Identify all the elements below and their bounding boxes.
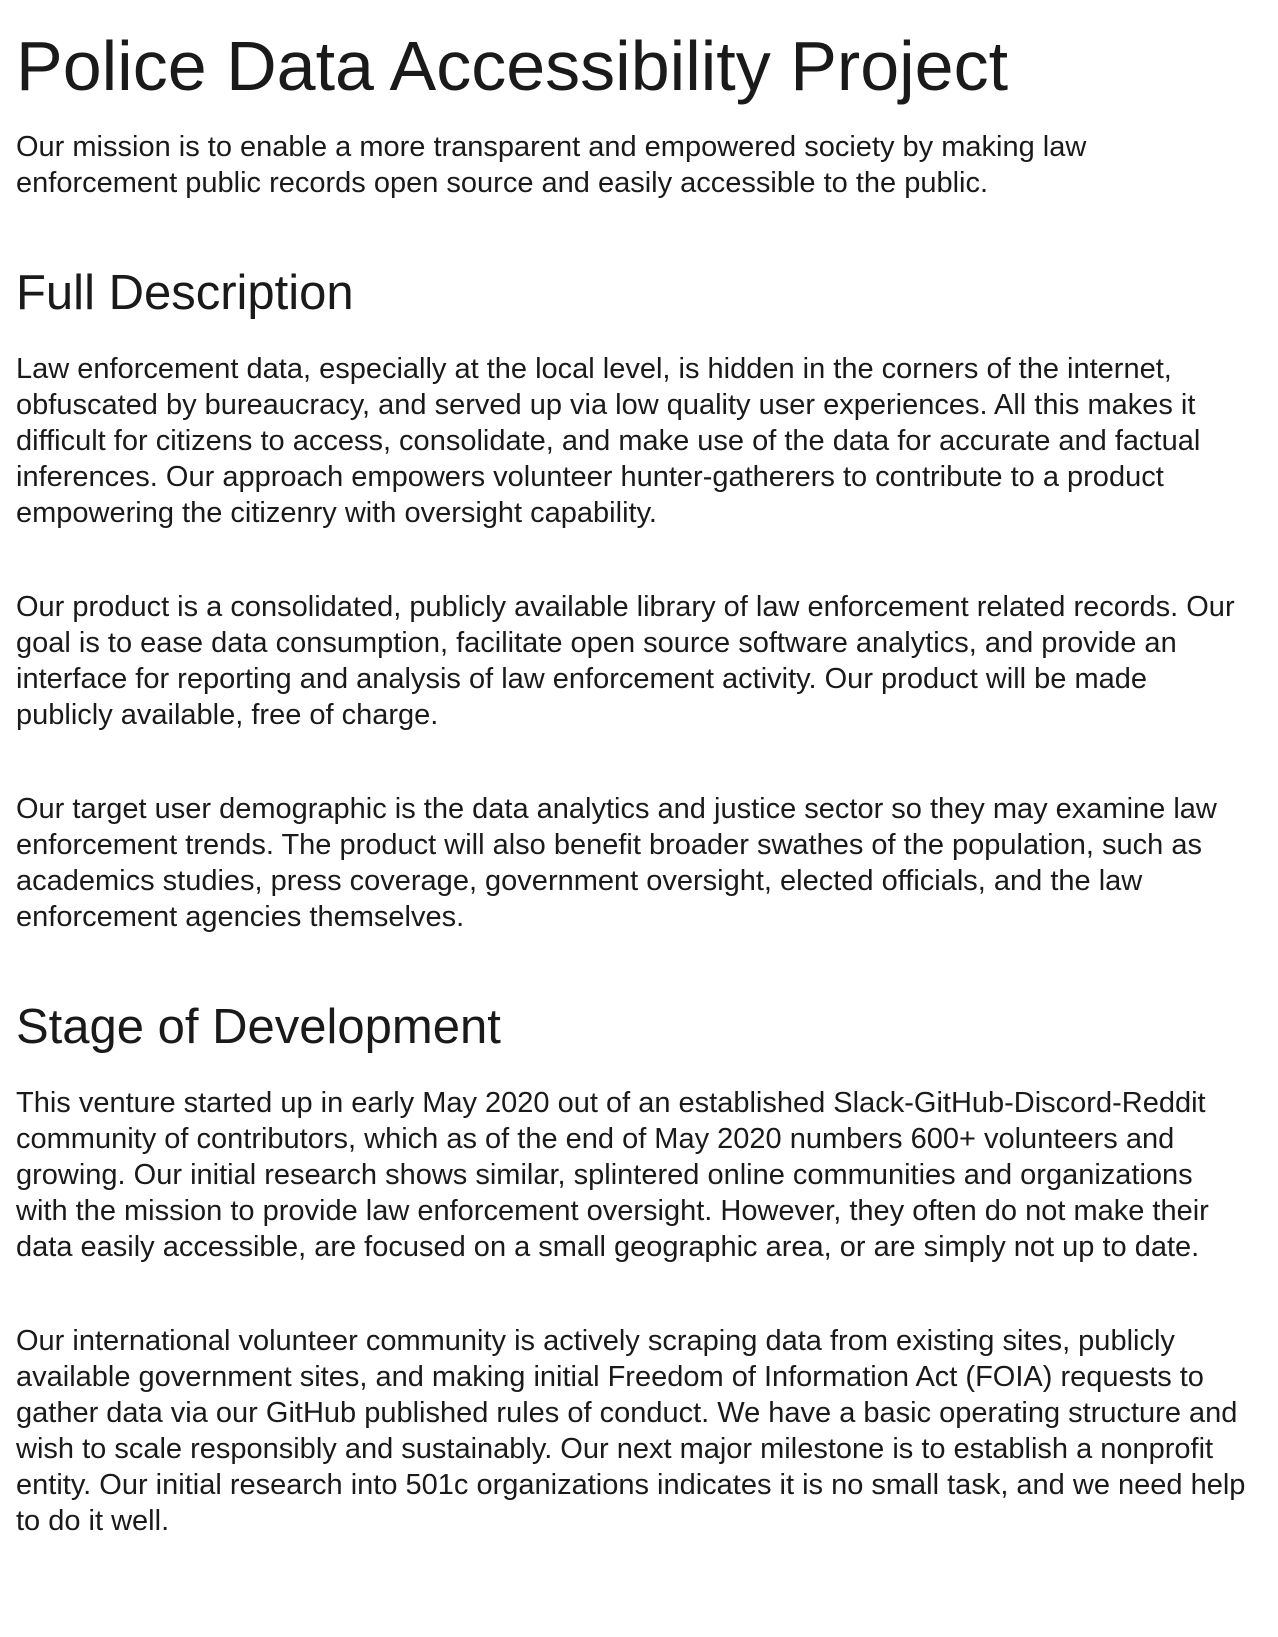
text-line: publicly available, free of charge. — [16, 699, 439, 731]
text-line: Our target user demographic is the data analytics and justice sector so they may examine law — [16, 793, 1217, 825]
text-line: to do it well. — [16, 1505, 170, 1537]
page-title: Police Data Accessibility Project — [16, 27, 1009, 105]
text-line: goal is to ease data consumption, facilitate open source software analytics, and provide an — [16, 627, 1177, 659]
intro-paragraph — [16, 129, 1262, 201]
text-line: wish to scale responsibly and sustainably. Our next major milestone is to establish a nonprofit — [16, 1433, 1214, 1465]
text-line: with the mission to provide law enforcement oversight. However, they often do not make their — [16, 1195, 1209, 1227]
text-line: academics studies, press coverage, government oversight, elected officials, and the law — [16, 865, 1143, 897]
text-line: obfuscated by bureaucracy, and served up via low quality user experiences. All this makes it — [16, 389, 1196, 421]
section-heading: Stage of Development — [16, 1000, 501, 1054]
text-line: inferences. Our approach empowers volunteer hunter-gatherers to contribute to a product — [16, 461, 1164, 493]
text-line: empowering the citizenry with oversight capability. — [16, 497, 657, 529]
body-paragraph — [16, 791, 1262, 935]
text-line: entity. Our initial research into 501c organizations indicates it is no small task, and we need help — [16, 1469, 1246, 1501]
text-line: community of contributors, which as of the end of May 2020 numbers 600+ volunteers and — [16, 1123, 1175, 1155]
body-paragraph — [16, 589, 1262, 733]
content-section — [16, 999, 1262, 1539]
sections-container — [16, 265, 1262, 1539]
text-line: enforcement trends. The product will also benefit broader swathes of the population, such as — [16, 829, 1202, 861]
body-paragraph — [16, 1085, 1262, 1265]
content-section — [16, 265, 1262, 935]
text-line: interface for reporting and analysis of law enforcement activity. Our product will be made — [16, 663, 1147, 695]
text-line: Our international volunteer community is actively scraping data from existing sites, publicly — [16, 1325, 1175, 1357]
text-line: Law enforcement data, especially at the local level, is hidden in the corners of the internet, — [16, 353, 1172, 385]
text-line: enforcement agencies themselves. — [16, 901, 465, 933]
text-line: data easily accessible, are focused on a small geographic area, or are simply not up to date. — [16, 1231, 1200, 1263]
text-line: This venture started up in early May 2020 out of an established Slack-GitHub-Discord-Reddit — [16, 1087, 1206, 1119]
body-paragraph — [16, 351, 1262, 531]
text-line: difficult for citizens to access, consolidate, and make use of the data for accurate and factual — [16, 425, 1201, 457]
text-line: growing. Our initial research shows similar, splintered online communities and organizations — [16, 1159, 1193, 1191]
text-line: Our product is a consolidated, publicly available library of law enforcement related records. Our — [16, 591, 1235, 623]
body-paragraph — [16, 1323, 1262, 1539]
text-line: Our mission is to enable a more transparent and empowered society by making law — [16, 131, 1087, 163]
text-line: enforcement public records open source and easily accessible to the public. — [16, 167, 989, 199]
section-heading: Full Description — [16, 266, 354, 320]
text-line: available government sites, and making initial Freedom of Information Act (FOIA) requests to — [16, 1361, 1204, 1393]
text-line: gather data via our GitHub published rules of conduct. We have a basic operating structure and — [16, 1397, 1238, 1429]
